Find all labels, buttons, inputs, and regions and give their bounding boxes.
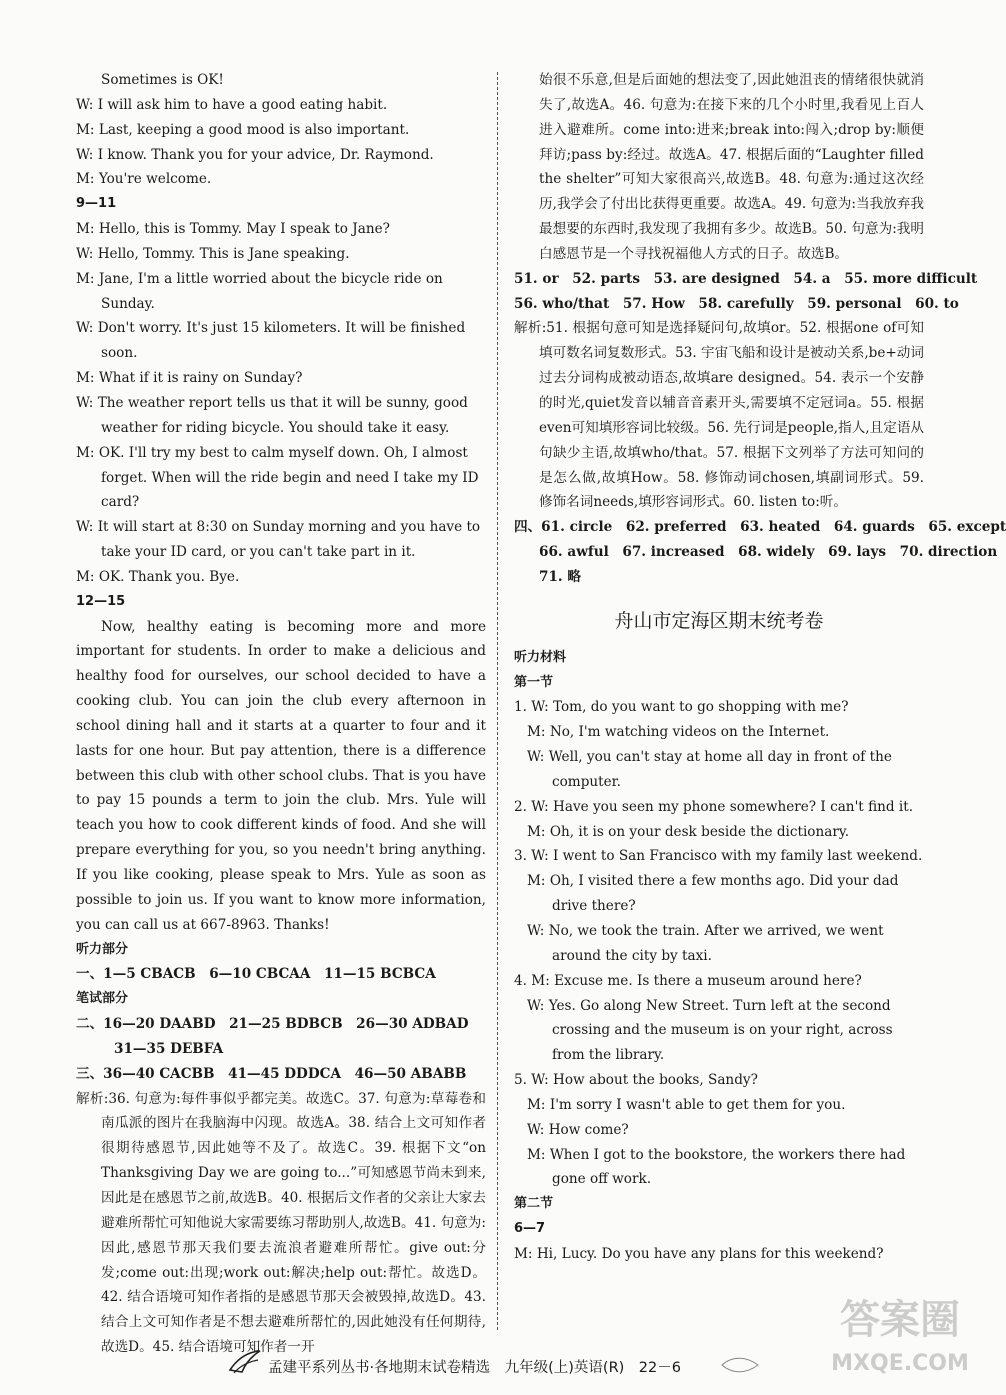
watermark-bottom: MXQE.COM [831, 1351, 969, 1376]
answer-key-line: 四、61. circle 62. preferred 63. heated 64. guards 65. except [514, 519, 1006, 536]
dialogue-line: M: You're welcome. [76, 171, 212, 188]
dialogue-line: M: OK. I'll try my best to calm myself down. Oh, I almost forget. When will the ride begin and need I take my ID card? [76, 444, 479, 511]
dialogue-line: 5. W: How about the books, Sandy? [514, 1072, 758, 1089]
section-heading: 6—7 [514, 1221, 546, 1237]
section-heading: 第二节 [514, 1196, 554, 1212]
dialogue-line: W: No, we took the train. After we arrived, we went around the city by taxi. [527, 923, 884, 964]
dialogue-line: M: Last, keeping a good mood is also important. [76, 121, 410, 138]
footer-decoration-icon [720, 1354, 760, 1376]
text-line: Sometimes is OK! [101, 72, 224, 88]
answer-key-line: 51. or 52. parts 53. are designed 54. a 55. more difficult [514, 270, 978, 287]
dialogue-line: M: Hello, this is Tommy. May I speak to Jane? [76, 221, 390, 238]
dialogue-line: M: No, I'm watching videos on the Internet. [527, 724, 830, 741]
explanation-paragraph: 解析:36. 句意为:每件事似乎都完美。故选C。37. 句意为:草莓卷和南瓜派的图片在我脑海中闪现。故选A。38. 结合上文可知作者很期待感恩节,因此她等不及了。故选C。39. 根据下文“on Thanksgiving Day we are going to...”可知感恩节尚未到来,因此是在感恩节之前,故选B。40. 根据后文作者的父亲让大家去避难所帮忙可知他说大家需要练习帮助别人,故选B。41. 句意为:因此,感恩节那天我们要去流浪者避难所帮忙。give out:分发;come out:出现;work out:解决;help out:帮忙。故选D。42. 结合语境可知作者指的是感恩节那天会被毁掉,故选D。43. 结合上文可知作者是不想去避难所帮忙的,因此她没有任何期待,故选D。45. 结合语境可知作者一开 [76, 1090, 486, 1356]
dialogue-line: M: Hi, Lucy. Do you have any plans for this weekend? [514, 1245, 884, 1262]
answer-key-line: 31—35 DEBFA [114, 1040, 224, 1057]
dialogue-line: M: What if it is rainy on Sunday? [76, 370, 303, 387]
dialogue-line: W: Don't worry. It's just 15 kilometers. It will be finished soon. [76, 320, 466, 362]
answer-key-line: 66. awful 67. increased 68. widely 69. lays 70. direction [539, 544, 998, 561]
answer-key-line: 三、36—40 CACBB 41—45 DDDCA 46—50 ABABB [76, 1065, 467, 1082]
dialogue-line: W: The weather report tells us that it will be sunny, good weather for riding bicycle. You should take it easy. [76, 394, 468, 436]
answer-key-line: 71. 略 [539, 568, 581, 585]
watermark-logo [810, 1278, 990, 1388]
dialogue-line: 2. W: Have you seen my phone somewhere? I can't find it. [514, 798, 914, 815]
dialogue-line: M: OK. Thank you. Bye. [76, 568, 240, 585]
section-heading: 第一节 [514, 674, 554, 690]
passage-paragraph: Now, healthy eating is becoming more and more important for students. In order to make a delicious and healthy food for ourselves, our school decided to have a cooking club. You can join the club every afternoon in school dining hall and it starts at a quarter to four and it lasts for one hour. But pay attention, there is a difference between this club with other school clubs. That is you have to pay 15 pounds a term to join the club. Mrs. Yule will teach you how to cook different kinds of food. And she will prepare everything for you, so you needn't bring anything. If you like cooking, please speak to Mrs. Yule as soon as possible to join us. If you want to know more information, you can call us at 667-8963. Thanks! [76, 618, 486, 933]
answer-key-line: 二、16—20 DAABD 21—25 BDBCB 26—30 ADBAD [76, 1016, 469, 1033]
dialogue-line: W: How come? [527, 1121, 629, 1138]
right-column [514, 68, 1006, 1267]
dialogue-line: M: Jane, I'm a little worried about the bicycle ride on Sunday. [76, 270, 443, 312]
exam-title: 舟山市定海区期末统考卷 [614, 609, 824, 632]
dialogue-line: M: When I got to the bookstore, the workers there had gone off work. [527, 1146, 906, 1188]
publisher-logo-icon [228, 1348, 262, 1376]
answer-key-line: 一、1—5 CBACB 6—10 CBCAA 11—15 BCBCA [76, 966, 436, 983]
dialogue-line: M: Oh, I visited there a few months ago. Did your dad drive there? [527, 873, 899, 915]
dialogue-line: 1. W: Tom, do you want to go shopping with me? [514, 699, 849, 716]
dialogue-line: 4. M: Excuse me. Is there a museum around here? [514, 972, 862, 989]
section-heading: 听力材料 [514, 649, 567, 665]
answer-key-line: 56. who/that 57. How 58. carefully 59. personal 60. to [514, 295, 959, 312]
section-heading: 笔试部分 [76, 991, 129, 1007]
dialogue-line: M: I'm sorry I wasn't able to get them for you. [527, 1096, 846, 1113]
section-heading: 听力部分 [76, 941, 129, 957]
section-heading: 9—11 [76, 196, 117, 212]
dialogue-line: W: Yes. Go along New Street. Turn left at the second crossing and the museum is on your right, across from the library. [527, 997, 893, 1064]
column-divider [497, 72, 498, 1330]
explanation-paragraph: 解析:51. 根据句意可知是选择疑问句,故填or。52. 根据one of可知填可数名词复数形式。53. 宇宙飞船和设计是被动关系,be+动词过去分词构成被动语态,故填are designed。54. 表示一个安静的时光,quiet发音以辅音音素开头,需要填不定冠词a。55. 根据even可知填形容词比较级。56. 先行词是people,指人,且定语从句缺少主语,故填who/that。57. 根据下文列举了方法可知问的是怎么做,故填How。58. 修饰动词chosen,填副词形式。59. 修饰名词needs,填形容词形式。60. listen to:听。 [514, 320, 925, 511]
dialogue-line: W: I will ask him to have a good eating habit. [76, 96, 388, 113]
footer-text: 孟建平系列丛书·各地期末试卷精选 九年级(上)英语(R) 22－6 [268, 1360, 681, 1376]
left-column [76, 68, 486, 1360]
section-heading: 12—15 [76, 593, 126, 609]
dialogue-line: W: Well, you can't stay at home all day in front of the computer. [527, 749, 892, 790]
dialogue-line: W: It will start at 8:30 on Sunday morning and you have to take your ID card, or you can't take part in it. [76, 519, 481, 561]
dialogue-line: W: Hello, Tommy. This is Jane speaking. [76, 245, 350, 262]
watermark-top: 答案圈 [840, 1297, 960, 1343]
dialogue-line: M: Oh, it is on your desk beside the dictionary. [527, 823, 850, 840]
dialogue-line: W: I know. Thank you for your advice, Dr. Raymond. [76, 146, 434, 163]
passage-paragraph: 始很不乐意,但是后面她的想法变了,因此她沮丧的情绪很快就消失了,故选A。46. 句意为:在接下来的几个小时里,我看见上百人进入避难所。come into:进来;break into:闯入;drop by:顺便拜访;pass by:经过。故选A。47. 根据后面的“Laughter filled the shelter”可知大家很高兴,故选B。48. 句意为:通过这次经历,我学会了付出比获得更重要。故选A。49. 句意为:当我放弃我最想要的东西时,我发现了我拥有多少。故选B。50. 句意为:我明白感恩节是一个寻找祝福他人方式的日子。故选B。 [539, 72, 924, 262]
dialogue-line: 3. W: I went to San Francisco with my family last weekend. [514, 848, 923, 865]
